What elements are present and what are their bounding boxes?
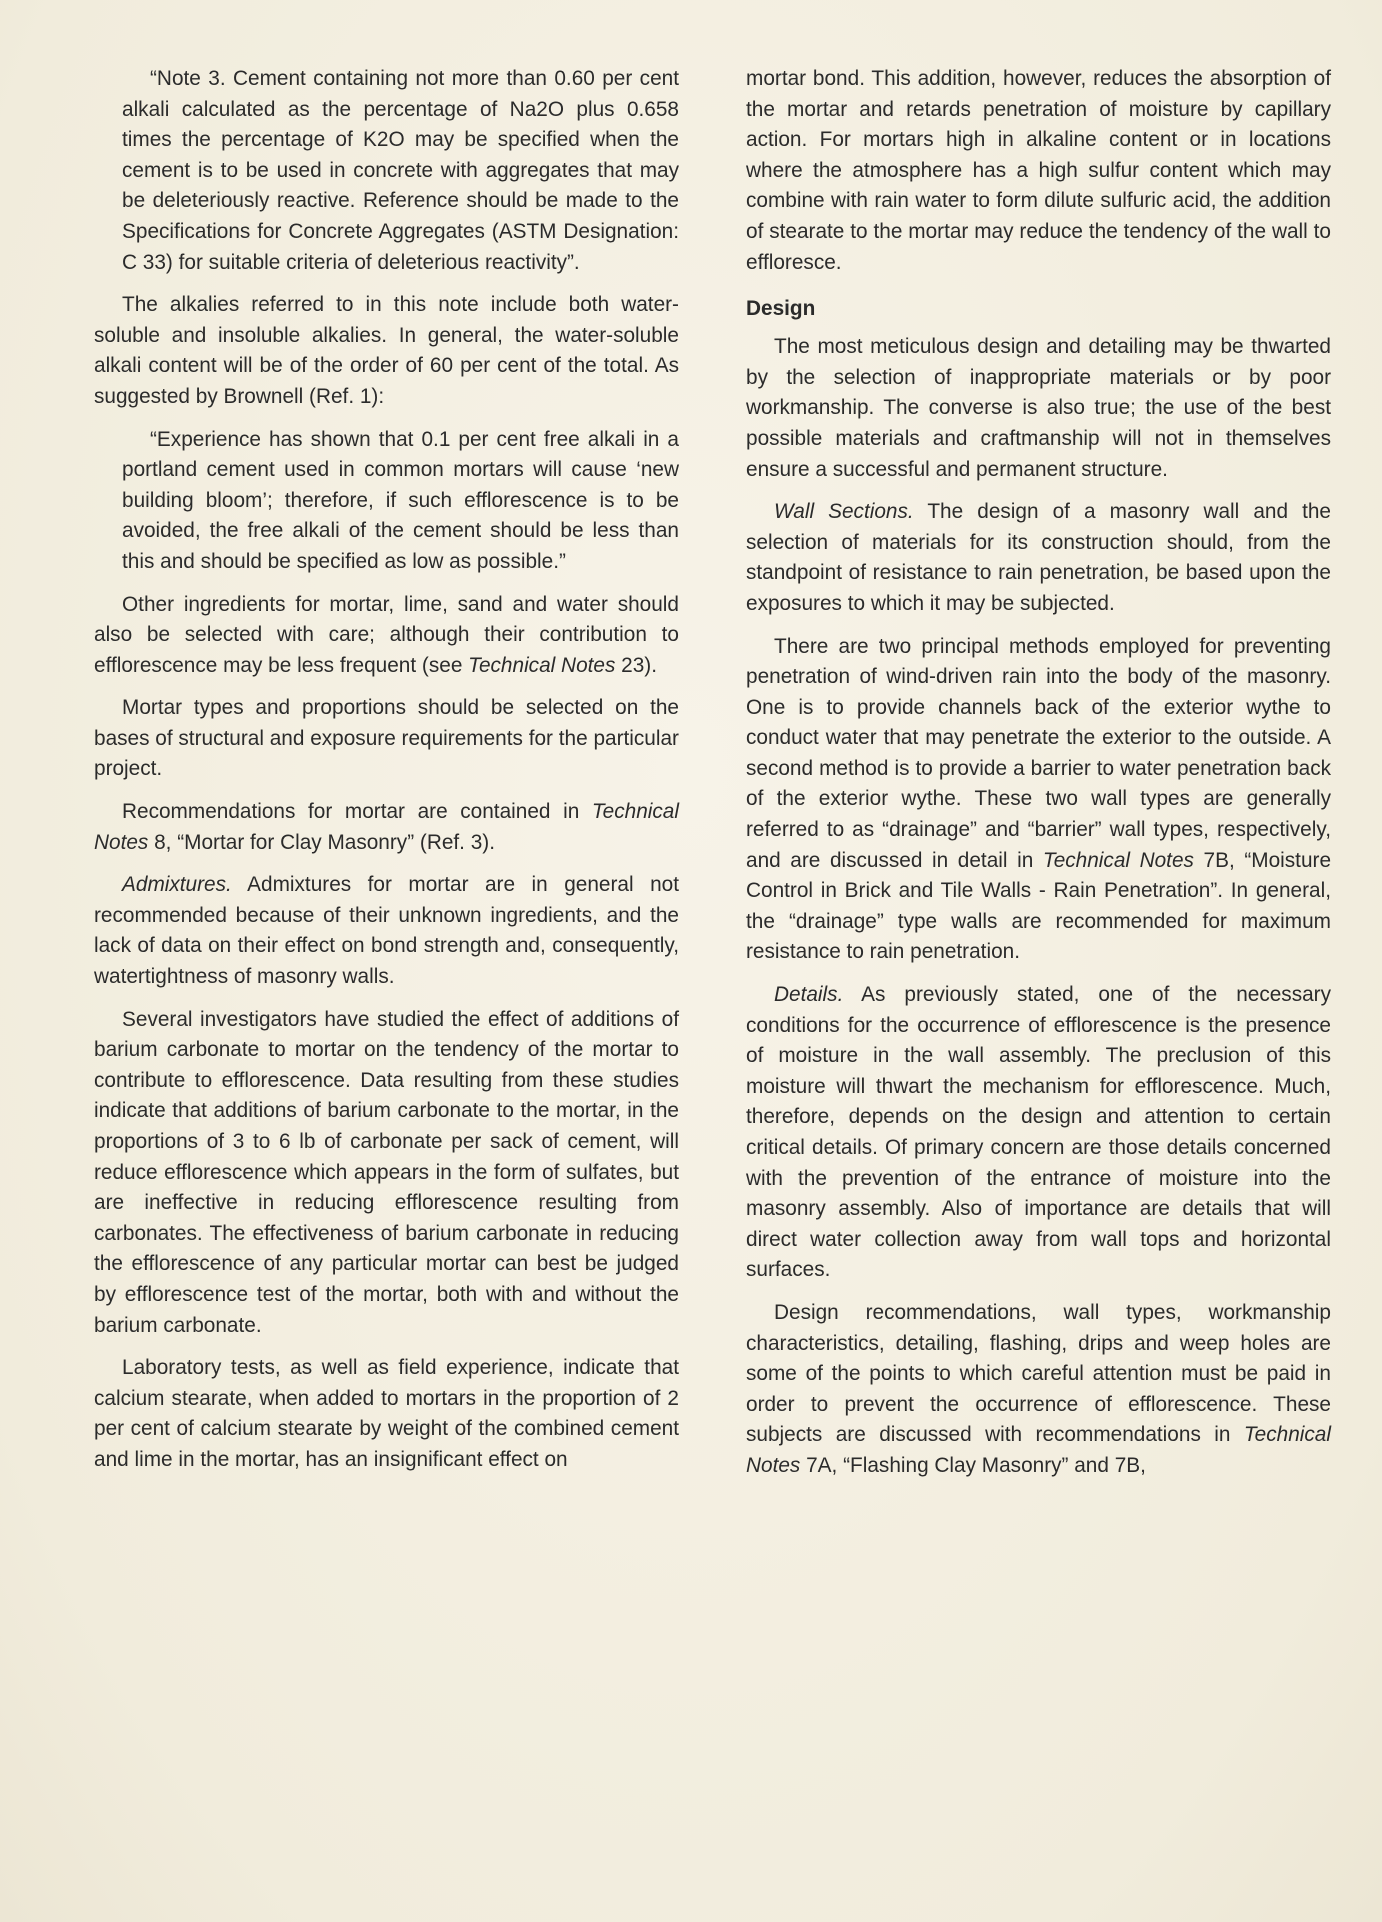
text-segment: Other ingredients for mortar, lime, sand and water should also be selected with care; although their contribution to efflorescence may be less frequent (see	[94, 592, 679, 677]
paragraph-other-ingredients	[94, 590, 679, 682]
text-segment: There are two principal methods employed for preventing penetration of wind-driven rain into the body of the masonry. One is to provide channels back of the exterior wythe to conduct water that may penetrate the exterior to the outside. A second method is to provide a barrier to water penetration back of the exterior wythe. These two wall types are generally referred to as “drainage” and “barrier” wall types, respectively, and are discussed in detail in	[746, 634, 1331, 872]
paragraph-two-methods	[746, 632, 1331, 969]
paragraph-recommendations	[94, 797, 679, 858]
paragraph-wall-sections	[746, 497, 1331, 619]
text-segment: As previously stated, one of the necessary conditions for the occurrence of efflorescence is the presence of moisture in the wall assembly. The preclusion of this moisture will thwart the mechanism for efflorescence. Much, therefore, depends on the design and attention to certain critical details. Of primary concern are those details concerned with the prevention of the entrance of moisture into the masonry assembly. Also of importance are details that will direct water collection away from wall tops and horizontal surfaces.	[746, 983, 1331, 1282]
italic-reference: Technical Notes	[1042, 848, 1194, 872]
paragraph-continued: mortar bond. This addition, however, reduces the absorption of the mortar and retards penetration of moisture by capillary action. For mortars high in alkaline content or in locations where the atmosphere has a high sulfur content which may combine with rain water to form dilute sulfuric acid, the addition of stearate to the mortar may reduce the tendency of the wall to effloresce.	[746, 67, 1331, 274]
brownell-quote: “Experience has shown that 0.1 per cent free alkali in a portland cement used in common mortars will cause ‘new building bloom’; therefore, if such efflorescence is to be avoided, the free alkali of the cement should be less than this and should be specified as low as possible.”	[122, 427, 679, 573]
paragraph-barium-carbonate: Several investigators have studied the effect of additions of barium carbonate to mortar on the tendency of the mortar to contribute to efflorescence. Data resulting from these studies indicate that additions of barium carbonate to the mortar, in the proportions of 3 to 6 lb of carbonate per sack of cement, will reduce efflorescence which appears in the form of sulfates, but are ineffective in reducing efflorescence resulting from carbonates. The effectiveness of barium carbonate in reducing the efflorescence of any particular mortar can best be judged by efflorescence test of the mortar, both with and without the barium carbonate.	[94, 1007, 679, 1337]
paragraph-mortar-types: Mortar types and proportions should be selected on the bases of structural and exposure requirements for the particular project.	[94, 696, 679, 781]
text-segment: 7B, “Moisture Control in Brick and Tile Walls - Rain Penetration”. In general, the “drainage” type walls are recommended for maximum resistance to rain penetration.	[746, 848, 1332, 964]
section-heading-design: Design	[746, 297, 816, 321]
run-in-heading-details: Details.	[774, 983, 844, 1007]
right-column	[746, 64, 1331, 1494]
run-in-heading-admixtures: Admixtures.	[122, 873, 232, 897]
note-3-quote: “Note 3. Cement containing not more than 0.60 per cent alkali calculated as the percentage of Na2O plus 0.658 times the percentage of K2O may be specified when the cement is to be used in concrete with aggregates that may be deleteriously reactive. Reference should be made to the Specifications for Concrete Aggregates (ASTM Designation: C 33) for suitable criteria of deleterious reactivity”.	[122, 67, 679, 274]
text-segment: 7A, “Flashing Clay Masonry” and 7B,	[800, 1453, 1146, 1477]
paragraph-design: The most meticulous design and detailing may be thwarted by the selection of inappropriate materials or by poor workmanship. The converse is also true; the use of the best possible materials and craftmanship will not in themselves ensure a successful and permanent structure.	[746, 335, 1331, 481]
text-segment: 8, “Mortar for Clay Masonry” (Ref. 3).	[148, 830, 496, 854]
text-segment: The design of a masonry wall and the selection of materials for its construction should, from the standpoint of resistance to rain penetration, be based upon the exposures to which it may be subjected.	[746, 500, 1331, 615]
paragraph-details	[746, 980, 1331, 1286]
italic-reference: Technical Notes	[746, 1423, 1331, 1477]
text-segment: Admixtures for mortar are in general not recommended because of their unknown ingredients, and the lack of data on their effect on bond strength and, consequently, watertightness of masonry walls.	[94, 873, 679, 989]
paragraph-alkalies: The alkalies referred to in this note include both water-soluble and insoluble alkalies. In general, the water-soluble alkali content will be of the order of 60 per cent of the total. As suggested by Brownell (Ref. 1):	[94, 293, 679, 408]
paragraph-design-recommendations	[746, 1298, 1331, 1482]
text-segment: Design recommendations, wall types, workmanship characteristics, detailing, flashing, drips and weep holes are some of the points to which careful attention must be paid in order to prevent the occurrence of efflorescence. These subjects are discussed with recommendations in	[746, 1300, 1331, 1447]
paragraph-laboratory-tests: Laboratory tests, as well as field experience, indicate that calcium stearate, when added to mortars in the proportion of 2 per cent of calcium stearate by weight of the combined cement and lime in the mortar, has an insignificant effect on	[94, 1356, 679, 1471]
run-in-heading-wall-sections: Wall Sections.	[774, 500, 914, 524]
text-segment: 23).	[615, 653, 657, 677]
italic-reference: Technical Notes	[468, 653, 616, 677]
italic-reference: Technical Notes	[94, 800, 679, 854]
left-column	[94, 64, 679, 1488]
text-segment: Recommendations for mortar are contained in	[122, 800, 592, 824]
paragraph-admixtures	[94, 870, 679, 992]
